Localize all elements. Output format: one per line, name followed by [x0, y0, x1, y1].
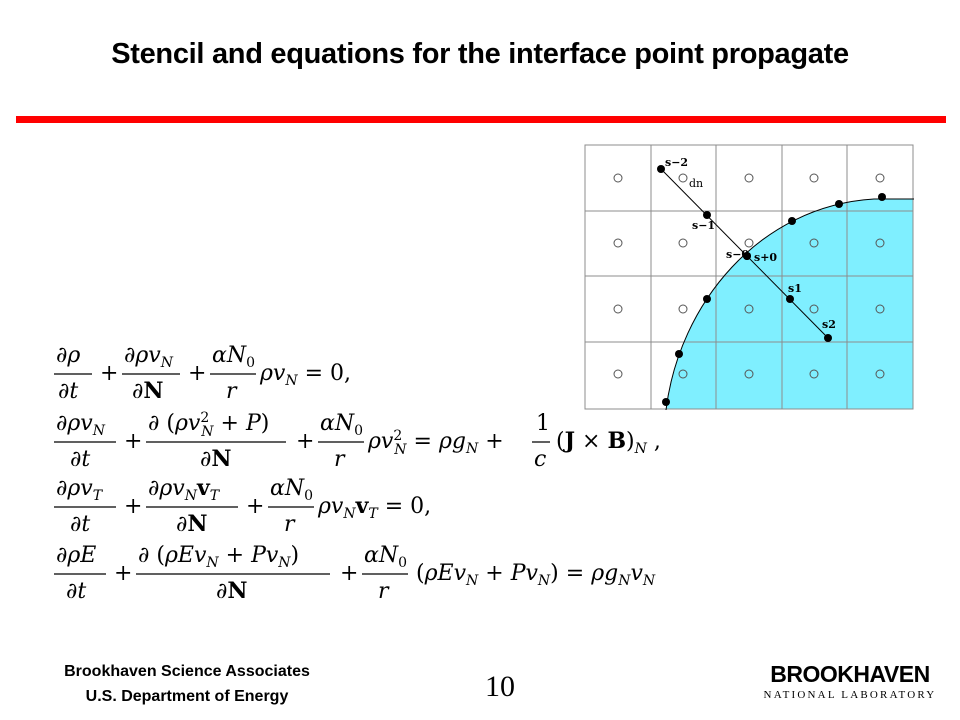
- footer-line-2: U.S. Department of Energy: [85, 688, 289, 705]
- svg-text:+: +: [100, 361, 119, 386]
- label-s-1: s1: [788, 282, 802, 295]
- svg-text:∂ρvNvT: $\partial\rho v_Nv_T$: [148, 475, 220, 504]
- svg-text:∂N: ∂N: [216, 578, 248, 604]
- svg-text:αN0: $\alpha N_0$: [364, 543, 408, 571]
- svg-text:∂N: ∂N: [176, 511, 208, 537]
- equations-block: [52, 340, 732, 610]
- svg-text:c: c: [534, 447, 547, 472]
- svg-text:αN0: $\alpha N_0$: [270, 476, 314, 504]
- logo-name: BROOKHAVEN: [770, 661, 930, 687]
- equation-energy: [54, 543, 656, 604]
- svg-text:ρv2N = ρgN +: $\rho v^2$ $N = \rho g_N$ +: [368, 428, 504, 458]
- equation-mass: [54, 343, 351, 404]
- brookhaven-logo: [755, 660, 945, 702]
- svg-text:αN0: $\alpha N_0$: [212, 343, 256, 371]
- svg-text:∂ (ρEvN + PvN): ∂ $(\rho Ev_N + Pv_N)$: [138, 543, 300, 571]
- page-number: 10: [485, 670, 515, 703]
- svg-text:+: +: [188, 361, 207, 386]
- svg-text:∂ρ: ∂ρ: [56, 343, 81, 368]
- svg-text:r: r: [226, 379, 237, 404]
- svg-text:ρvNvT = 0,: $\rho v_Nv_T = 0$,: [318, 493, 432, 522]
- svg-text:(ρEvN + PvN) = ρgNvN: $(\rho Ev_N + Pv_N) = \rho g_Nv_N$: [416, 561, 656, 589]
- title-divider: [16, 116, 946, 123]
- svg-text:+: +: [124, 429, 143, 454]
- label-s-minus-1: s−1: [692, 219, 716, 232]
- slide-title: Stencil and equations for the interface point propagate: [111, 38, 849, 70]
- svg-text:∂ (ρv2N + P): ∂ ($\rho v^2$ N + P): [148, 410, 270, 440]
- svg-text:∂N: ∂N: [132, 378, 164, 404]
- svg-text:+: +: [246, 494, 265, 519]
- svg-text:+: +: [340, 561, 359, 586]
- label-s-minus-0: s−0: [726, 248, 750, 261]
- svg-text:∂ρvN: $\partial\rho v_N$: [124, 343, 173, 371]
- svg-text:r: r: [334, 447, 345, 472]
- svg-text:+: +: [296, 429, 315, 454]
- svg-text:1: 1: [536, 411, 550, 436]
- equation-tangential-momentum: [54, 475, 431, 537]
- label-s-2: s2: [822, 318, 836, 331]
- footer-line-1: Brookhaven Science Associates: [64, 663, 310, 680]
- svg-text:∂t: ∂t: [66, 579, 87, 604]
- svg-text:∂t: ∂t: [58, 379, 79, 404]
- svg-text:∂t: ∂t: [70, 512, 91, 537]
- svg-text:∂N: ∂N: [200, 446, 232, 472]
- svg-text:r: r: [284, 512, 295, 537]
- svg-text:αN0: $\alpha N_0$: [320, 411, 364, 439]
- svg-text:+: +: [124, 494, 143, 519]
- svg-text:r: r: [378, 579, 389, 604]
- svg-text:ρvN = 0,: $\rho v_N = 0$,: [260, 361, 352, 389]
- svg-text:∂ρvN: $\partial\rho v_N$: [56, 411, 105, 439]
- label-s-minus-2: s−2: [665, 156, 689, 169]
- equations-svg: [52, 340, 732, 610]
- equation-normal-momentum: [54, 410, 661, 472]
- label-dn: dn: [689, 177, 704, 190]
- logo-tagline: NATIONAL LABORATORY: [763, 689, 937, 701]
- svg-text:+: +: [114, 561, 133, 586]
- svg-text:∂t: ∂t: [70, 447, 91, 472]
- footer-organization: [52, 659, 322, 709]
- svg-text:(J × B)N ,: $(J \times B)_N$ ,: [556, 428, 661, 457]
- label-s-plus-0: s+0: [754, 251, 778, 264]
- svg-text:∂ρE: ∂ρE: [56, 543, 97, 568]
- svg-text:∂ρvT: $\partial\rho v_T$: [56, 476, 103, 504]
